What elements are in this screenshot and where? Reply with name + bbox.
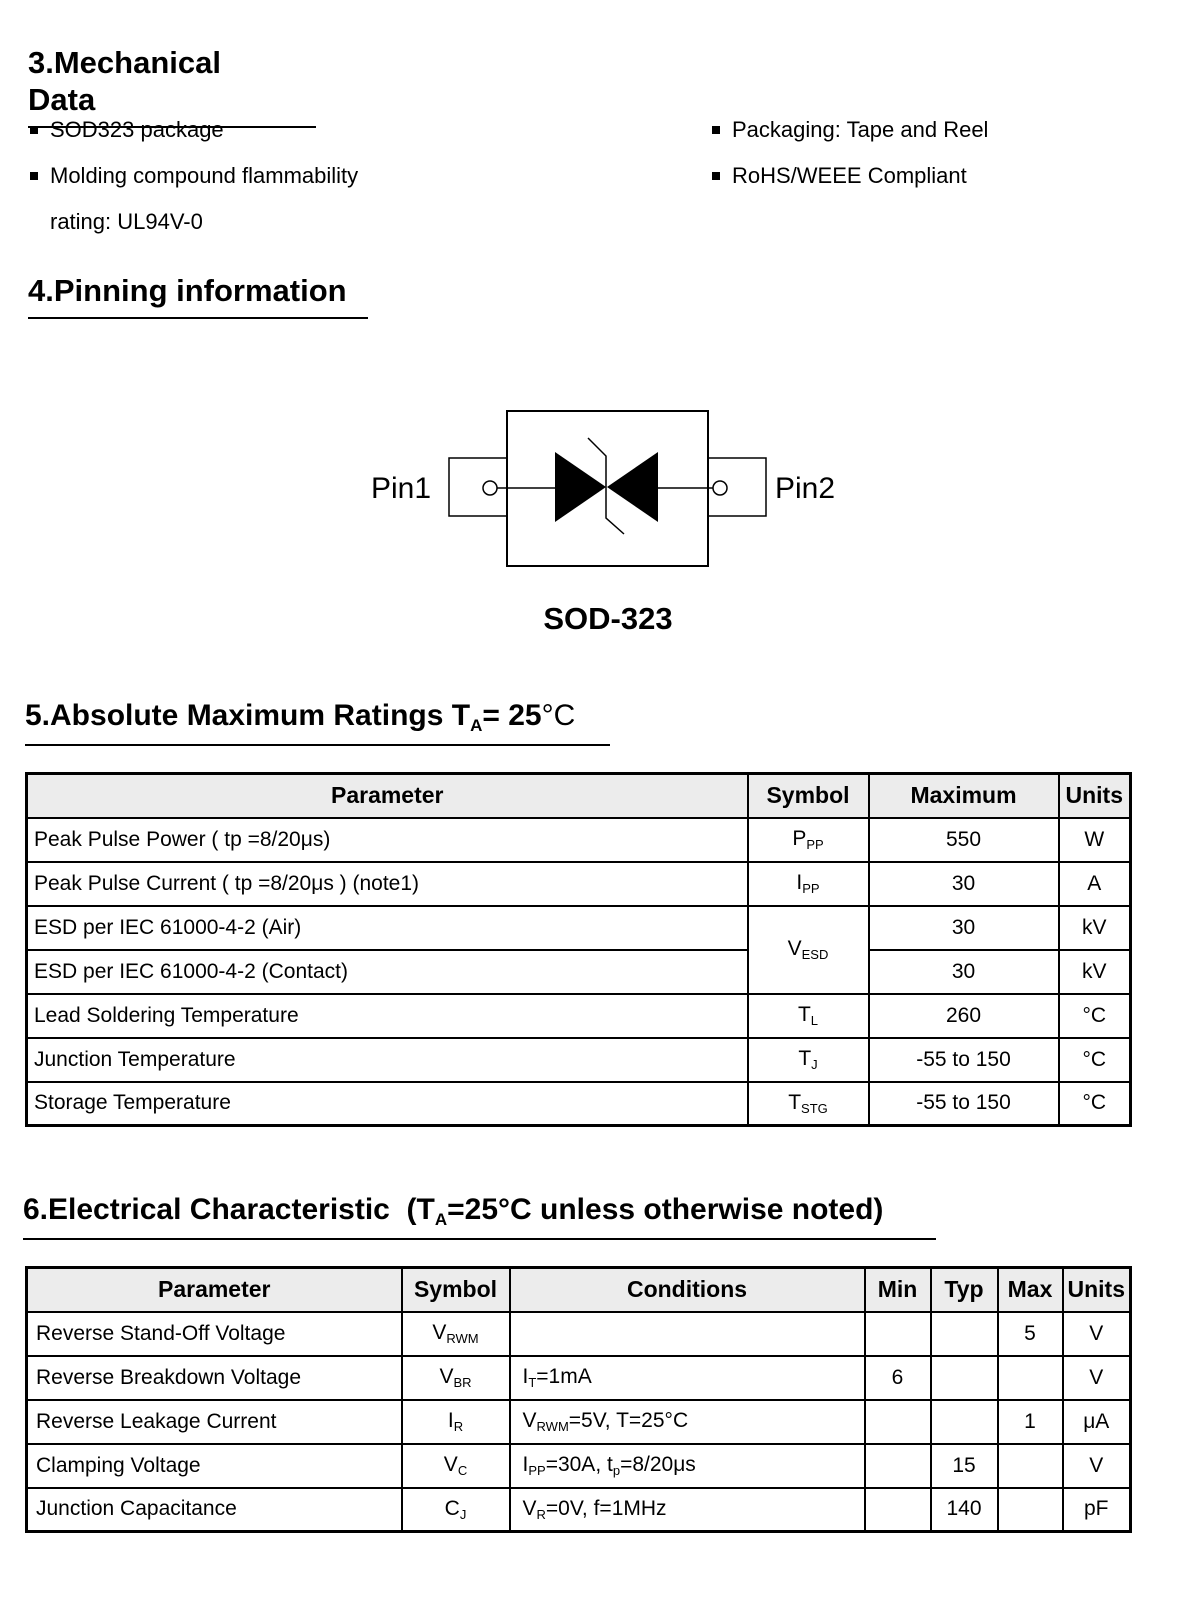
min-cell [865,1444,931,1488]
typ-cell: 15 [931,1444,998,1488]
parameter-cell: Junction Capacitance [27,1488,402,1532]
column-header: Max [998,1268,1063,1312]
column-header: Parameter [27,1268,402,1312]
tvs-diode-right-icon [607,452,658,522]
electrical-characteristics-table [25,1266,1132,1533]
parameter-cell: ESD per IEC 61000-4-2 (Contact) [27,950,748,994]
units-cell: °C [1059,1082,1131,1126]
symbol-cell: $I_R$ [402,1400,510,1444]
conditions-cell: $V_R=0V$, f=1MHz [510,1488,865,1532]
pin2-label: Pin2 [775,472,836,505]
symbol-cell: $V_{BR}$ [402,1356,510,1400]
units-cell: V [1063,1312,1131,1356]
table-header-row [27,1268,1131,1312]
maximum-cell: -55 to 150 [869,1038,1059,1082]
parameter-cell: Reverse Stand-Off Voltage [27,1312,402,1356]
tvs-diode-left-icon [555,452,606,522]
units-cell: pF [1063,1488,1131,1532]
parameter-cell: Peak Pulse Current ( tp =8/20μs ) (note1) [27,862,748,906]
typ-cell [931,1312,998,1356]
list-item-continuation: rating: UL94V-0 [50,209,203,234]
absolute-max-ratings-table [25,772,1132,1127]
column-header: Parameter [27,774,748,818]
typ-cell: 140 [931,1488,998,1532]
max-cell [998,1444,1063,1488]
table-row [27,862,1131,906]
symbol-cell: $T_J$ [748,1038,869,1082]
units-cell: μA [1063,1400,1131,1444]
maximum-cell: 30 [869,906,1059,950]
symbol-cell: $P_{PP}$ [748,818,869,862]
symbol-cell: $T_{STG}$ [748,1082,869,1126]
min-cell [865,1400,931,1444]
units-cell: V [1063,1444,1131,1488]
units-cell: V [1063,1356,1131,1400]
maximum-cell: -55 to 150 [869,1082,1059,1126]
symbol-cell: $V_C$ [402,1444,510,1488]
min-cell [865,1488,931,1532]
section-4-title: 4.Pinning information [28,272,368,319]
pin1-pad [449,458,507,516]
symbol-cell: $V_{RWM}$ [402,1312,510,1356]
pin1-terminal [483,481,497,495]
table-row [27,906,1131,950]
parameter-cell: Storage Temperature [27,1082,748,1126]
table-row [27,994,1131,1038]
units-cell: kV [1059,906,1131,950]
mechanical-left-list [28,107,358,245]
table-row [27,1038,1131,1082]
conditions-cell: $I_T=1mA$ [510,1356,865,1400]
units-cell: °C [1059,994,1131,1038]
column-header: Symbol [748,774,869,818]
parameter-cell: Reverse Leakage Current [27,1400,402,1444]
pin1-label: Pin1 [371,472,432,505]
max-cell: 1 [998,1400,1063,1444]
symbol-cell: $C_J$ [402,1488,510,1532]
min-cell [865,1312,931,1356]
conditions-cell: $V_{RWM}=5V$, T=25°C [510,1400,865,1444]
table-row [27,818,1131,862]
table-row [27,1488,1131,1532]
column-header: Maximum [869,774,1059,818]
list-item: SOD323 package [28,107,358,153]
typ-cell [931,1400,998,1444]
table-row [27,1082,1131,1126]
list-item: RoHS/WEEE Compliant [710,153,988,199]
conditions-cell [510,1312,865,1356]
maximum-cell: 550 [869,818,1059,862]
min-cell: 6 [865,1356,931,1400]
symbol-cell: $I_{PP}$ [748,862,869,906]
parameter-cell: Reverse Breakdown Voltage [27,1356,402,1400]
column-header: Units [1063,1268,1131,1312]
units-cell: W [1059,818,1131,862]
section-3-title: 3.Mechanical Data [28,44,316,128]
pin2-terminal [713,481,727,495]
list-item: Molding compound flammability rating: UL94V-0 [28,153,358,245]
maximum-cell: 260 [869,994,1059,1038]
symbol-cell: $V_{ESD}$ [748,906,869,994]
symbol-cell: $T_L$ [748,994,869,1038]
table-row [27,1400,1131,1444]
max-cell [998,1356,1063,1400]
table-header-row [27,774,1131,818]
table-row [27,1312,1131,1356]
parameter-cell: ESD per IEC 61000-4-2 (Air) [27,906,748,950]
column-header: Units [1059,774,1131,818]
max-cell [998,1488,1063,1532]
maximum-cell: 30 [869,862,1059,906]
column-header: Min [865,1268,931,1312]
list-item: Packaging: Tape and Reel [710,107,988,153]
section-5-title: 5.Absolute Maximum Ratings $T_A= 25^\circ C$ [25,698,610,746]
parameter-cell: Junction Temperature [27,1038,748,1082]
table-row [27,1444,1131,1488]
column-header: Symbol [402,1268,510,1312]
units-cell: A [1059,862,1131,906]
typ-cell [931,1356,998,1400]
units-cell: °C [1059,1038,1131,1082]
mechanical-right-list [710,107,988,199]
package-name: SOD-323 [543,601,673,636]
section-6-title: 6.Electrical Characteristic ($T_A=25^\circ C$ unless otherwise noted) [23,1192,936,1240]
column-header: Typ [931,1268,998,1312]
conditions-cell: $I_{PP}=30A$, $t_p=8/20\mu s$ [510,1444,865,1488]
parameter-cell: Lead Soldering Temperature [27,994,748,1038]
parameter-cell: Clamping Voltage [27,1444,402,1488]
column-header: Conditions [510,1268,865,1312]
parameter-cell: Peak Pulse Power ( tp =8/20μs) [27,818,748,862]
table-row [27,950,1131,994]
maximum-cell: 30 [869,950,1059,994]
max-cell: 5 [998,1312,1063,1356]
units-cell: kV [1059,950,1131,994]
table-row [27,1356,1131,1400]
